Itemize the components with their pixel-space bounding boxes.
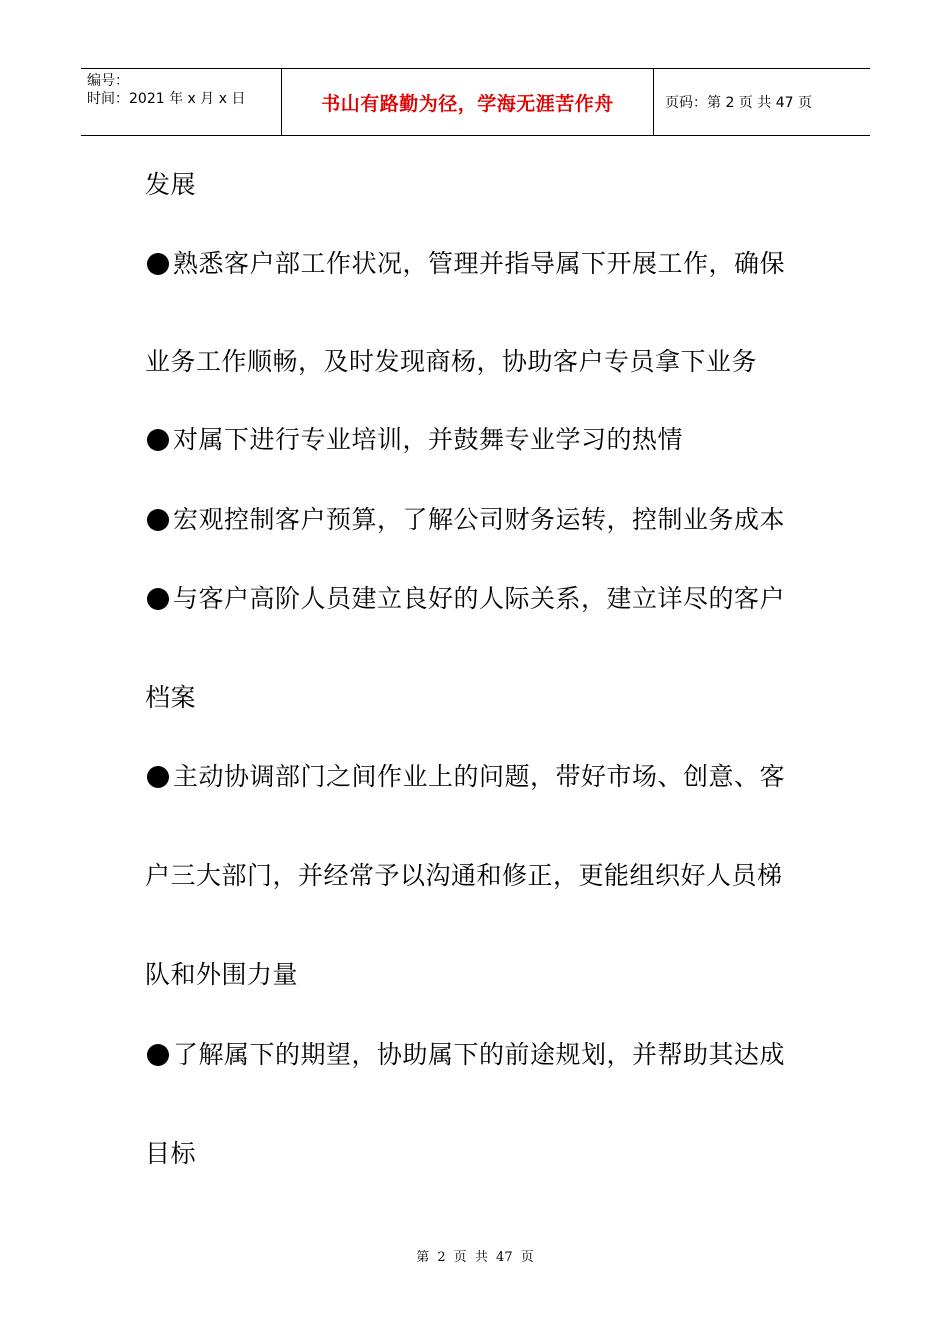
bullet-item — [145, 762, 825, 792]
bullet-dot-icon — [147, 253, 169, 275]
page-footer: 第 2 页 共 47 页 — [416, 1250, 534, 1265]
line-text: 户三大部门，并经常予以沟通和修正，更能组织好人员梯 — [145, 861, 783, 890]
line-text: 主动协调部门之间作业上的问题，带好市场、创意、客 — [173, 762, 786, 791]
line-text: 业务工作顺畅，及时发现商杨，协助客户专员拿下业务 — [145, 347, 758, 376]
bullet-item — [145, 505, 825, 535]
line-text: 了解属下的期望，协助属下的前途规划，并帮助其达成 — [173, 1040, 786, 1069]
header-motto: 书山有路勤为径，学海无涯苦作舟 — [282, 69, 654, 135]
bullet-dot-icon — [147, 588, 169, 610]
line-text: 档案 — [145, 683, 197, 712]
line-text: 目标 — [145, 1139, 197, 1168]
header-page-number: 页码：第 2 页 共 47 页 — [665, 95, 812, 111]
line-text: 发展 — [145, 170, 197, 199]
line-text: 对属下进行专业培训，并鼓舞专业学习的热情 — [173, 425, 684, 454]
bullet-item — [145, 1040, 825, 1070]
line-text: 与客户高阶人员建立良好的人际关系，建立详尽的客户 — [173, 584, 786, 613]
bullet-dot-icon — [147, 766, 169, 788]
bullet-item — [145, 425, 825, 455]
body-line — [145, 861, 825, 891]
bullet-dot-icon — [147, 509, 169, 531]
line-text: 队和外围力量 — [145, 960, 299, 989]
body-line — [145, 683, 825, 713]
bullet-dot-icon — [147, 1044, 169, 1066]
body-line — [145, 170, 825, 200]
line-text: 宏观控制客户预算，了解公司财务运转，控制业务成本 — [173, 505, 786, 534]
header-meta-cell — [81, 69, 282, 135]
bullet-item — [145, 249, 825, 279]
body-line — [145, 960, 825, 990]
document-number-label: 编号： — [87, 73, 129, 89]
page-header — [81, 68, 870, 136]
bullet-item — [145, 584, 825, 614]
body-line — [145, 1139, 825, 1169]
document-date-label: 时间：2021 年 x 月 x 日 — [87, 91, 246, 107]
bullet-dot-icon — [147, 429, 169, 451]
body-line — [145, 347, 825, 377]
line-text: 熟悉客户部工作状况，管理并指导属下开展工作，确保 — [173, 249, 786, 278]
